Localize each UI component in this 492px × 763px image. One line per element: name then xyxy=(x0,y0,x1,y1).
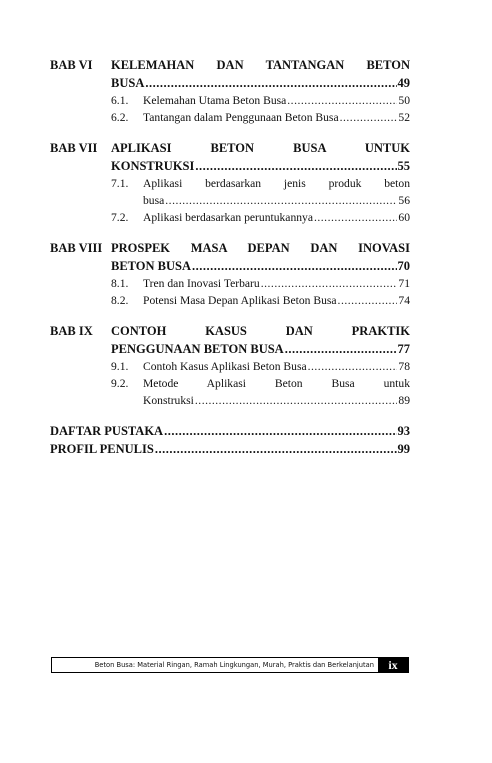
chapter-bab-7 xyxy=(50,139,410,226)
dot-leader xyxy=(308,358,398,375)
section-number: 9.1. xyxy=(111,360,129,373)
section-title: Contoh Kasus Aplikasi Beton Busa xyxy=(143,360,307,373)
chapter-page: 55 xyxy=(397,159,410,173)
dot-leader xyxy=(195,157,396,175)
dot-leader xyxy=(164,422,396,440)
chapter-title[interactable]: APLIKASI BETON BUSA UNTUK xyxy=(111,141,410,155)
dot-leader xyxy=(195,392,398,409)
section-page: 74 xyxy=(398,294,410,307)
dot-leader xyxy=(192,257,396,275)
toc-entry[interactable] xyxy=(50,109,410,126)
chapter-bab-8 xyxy=(50,239,410,309)
section-title: Aplikasi berdasarkan peruntukannya xyxy=(143,211,313,224)
section-number: 6.2. xyxy=(111,111,129,124)
dot-leader xyxy=(314,209,397,226)
dot-leader xyxy=(145,74,396,92)
section-number: 8.2. xyxy=(111,294,129,307)
section-title-cont: Konstruksi xyxy=(143,394,194,407)
entry-title: DAFTAR PUSTAKA xyxy=(50,424,164,438)
section-page: 56 xyxy=(398,194,410,207)
chapter-page: 77 xyxy=(397,342,410,356)
section-number: 8.1. xyxy=(111,277,129,290)
entry-page: 93 xyxy=(397,424,410,438)
dot-leader xyxy=(287,92,397,109)
chapter-title-cont[interactable]: BETON BUSA xyxy=(111,259,192,273)
section-title: Metode Aplikasi Beton Busa untuk xyxy=(143,377,410,390)
section-page: 78 xyxy=(398,360,410,373)
entry-page: 99 xyxy=(397,442,410,456)
toc-entry-daftar-pustaka[interactable] xyxy=(50,422,410,440)
chapter-title[interactable]: CONTOH KASUS DAN PRAKTIK xyxy=(111,324,410,338)
chapter-page: 49 xyxy=(397,76,410,90)
section-page: 89 xyxy=(398,394,410,407)
chapter-label: BAB VII xyxy=(50,141,98,155)
chapter-title-cont[interactable]: PENGGUNAAN BETON BUSA xyxy=(111,342,284,356)
table-of-contents xyxy=(50,56,410,458)
chapter-label: BAB VIII xyxy=(50,241,103,255)
section-title: Tantangan dalam Penggunaan Beton Busa xyxy=(143,111,339,124)
chapter-title[interactable]: KELEMAHAN DAN TANTANGAN BETON xyxy=(111,58,410,72)
dot-leader xyxy=(340,109,398,126)
section-title-cont: busa xyxy=(143,194,165,207)
section-page: 50 xyxy=(398,94,410,107)
entry-title: PROFIL PENULIS xyxy=(50,442,154,456)
chapter-bab-9 xyxy=(50,322,410,409)
section-page: 71 xyxy=(398,277,410,290)
section-number: 9.2. xyxy=(111,377,129,390)
chapter-title-cont[interactable]: BUSA xyxy=(111,76,145,90)
section-number: 7.2. xyxy=(111,211,129,224)
toc-entry[interactable] xyxy=(50,375,410,392)
chapter-page: 70 xyxy=(397,259,410,273)
toc-entry-profil-penulis[interactable] xyxy=(50,440,410,458)
dot-leader xyxy=(155,440,397,458)
section-title: Kelemahan Utama Beton Busa xyxy=(143,94,287,107)
toc-entry-cont[interactable] xyxy=(50,192,410,209)
toc-entry[interactable] xyxy=(50,275,410,292)
footer-book-title: Beton Busa: Material Ringan, Ramah Lingkungan, Murah, Praktis dan Berkelanjutan xyxy=(94,661,374,669)
toc-entry[interactable] xyxy=(50,358,410,375)
chapter-title[interactable]: PROSPEK MASA DEPAN DAN INOVASI xyxy=(111,241,410,255)
footer-page-number: ix xyxy=(378,658,408,672)
chapter-label: BAB IX xyxy=(50,324,93,338)
toc-entry[interactable] xyxy=(50,92,410,109)
toc-entry-cont[interactable] xyxy=(50,392,410,409)
chapter-label: BAB VI xyxy=(50,58,93,72)
chapter-bab-6 xyxy=(50,56,410,126)
section-number: 6.1. xyxy=(111,94,129,107)
section-page: 52 xyxy=(398,111,410,124)
section-page: 60 xyxy=(398,211,410,224)
toc-entry[interactable] xyxy=(50,209,410,226)
section-number: 7.1. xyxy=(111,177,129,190)
toc-entry[interactable] xyxy=(50,292,410,309)
section-title: Potensi Masa Depan Aplikasi Beton Busa xyxy=(143,294,337,307)
chapter-title-cont[interactable]: KONSTRUKSI xyxy=(111,159,195,173)
toc-entry[interactable] xyxy=(50,175,410,192)
dot-leader xyxy=(165,192,397,209)
page-footer xyxy=(51,657,409,673)
dot-leader xyxy=(285,340,397,358)
section-title: Aplikasi berdasarkan jenis produk beton xyxy=(143,177,410,190)
dot-leader xyxy=(261,275,398,292)
section-title: Tren dan Inovasi Terbaru xyxy=(143,277,260,290)
dot-leader xyxy=(338,292,398,309)
